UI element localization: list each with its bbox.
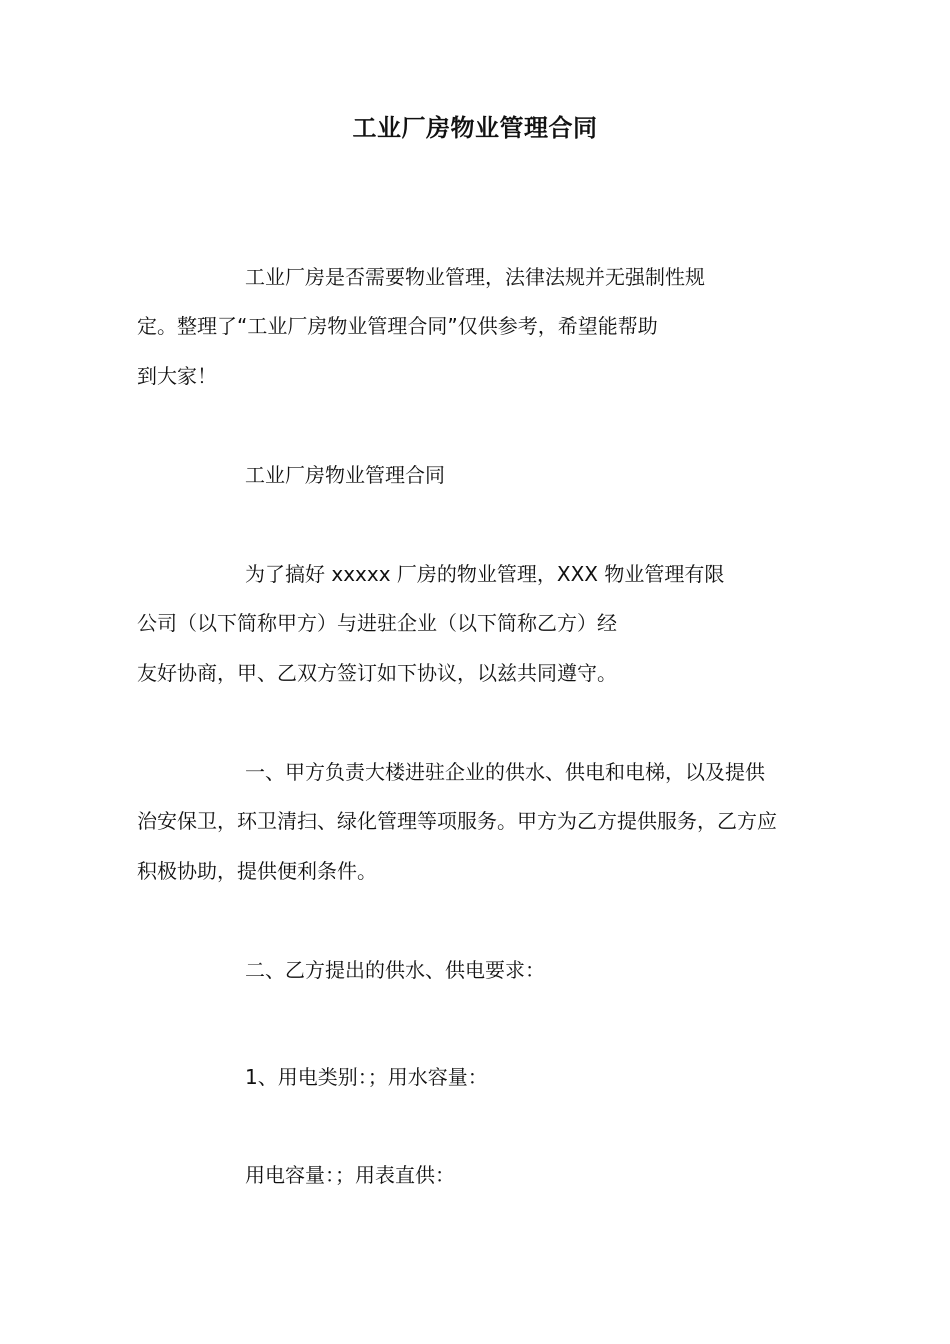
clause-2-heading: 二、乙方提出的供水、供电要求：	[245, 958, 545, 982]
intro-line-2: 定。整理了“工业厂房物业管理合同”仅供参考，希望能帮助	[137, 314, 658, 338]
clause-1-line-3: 积极协助，提供便利条件。	[137, 859, 377, 883]
clause-1-line-1: 一、甲方负责大楼进驻企业的供水、供电和电梯，以及提供	[245, 760, 765, 784]
clause-1-line-2: 治安保卫，环卫清扫、绿化管理等项服务。甲方为乙方提供服务，乙方应	[137, 809, 777, 833]
contract-subtitle: 工业厂房物业管理合同	[245, 463, 445, 487]
preamble-line-3: 友好协商，甲、乙双方签订如下协议，以兹共同遵守。	[137, 661, 617, 685]
clause-2-item-2: 用电容量：；用表直供：	[245, 1163, 455, 1187]
clause-2-item-1: 1、用电类别：；用水容量：	[245, 1065, 488, 1089]
preamble-line-2: 公司（以下简称甲方）与进驻企业（以下简称乙方）经	[137, 611, 617, 635]
intro-line-3: 到大家！	[137, 364, 217, 388]
document-title: 工业厂房物业管理合同	[352, 114, 598, 142]
preamble-line-1: 为了搞好 xxxxx 厂房的物业管理，XXX 物业管理有限	[245, 562, 725, 586]
intro-line-1: 工业厂房是否需要物业管理，法律法规并无强制性规	[245, 265, 705, 289]
